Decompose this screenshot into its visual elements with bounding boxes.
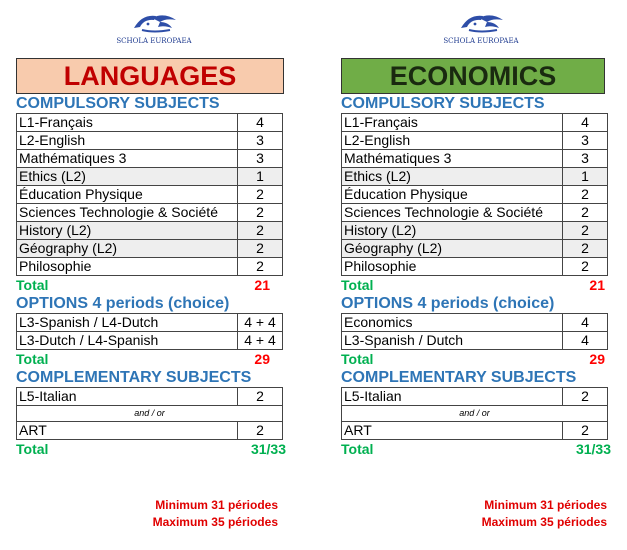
table-row: [342, 240, 608, 258]
subject-name: Philosophie: [17, 258, 238, 276]
periods: 2: [563, 204, 608, 222]
total-label: Total: [341, 277, 374, 293]
table-row: [17, 422, 283, 440]
table-row: [17, 332, 283, 350]
periods: 2: [563, 258, 608, 276]
total-label: Total: [16, 441, 49, 457]
table-row: [342, 332, 608, 350]
table-row: [17, 222, 283, 240]
table-row: [342, 132, 608, 150]
table-row: [342, 258, 608, 276]
table-row: [342, 422, 608, 440]
table-row: [17, 204, 283, 222]
subject-name: L3-Spanish / Dutch: [342, 332, 563, 350]
table-row: [17, 186, 283, 204]
compulsory-heading: COMPULSORY SUBJECTS: [16, 95, 220, 112]
total-row: [341, 350, 611, 368]
table-row: [342, 314, 608, 332]
total-value: 31/33: [575, 441, 611, 457]
periods: 2: [563, 422, 608, 440]
periods: 2: [238, 388, 283, 406]
subject-name: History (L2): [342, 222, 563, 240]
total-row: [341, 276, 611, 294]
table-row: [342, 406, 608, 422]
subject-name: L1-Français: [17, 114, 238, 132]
subject-name: Mathématiques 3: [17, 150, 238, 168]
total-row: [16, 440, 286, 458]
periods: 2: [238, 422, 283, 440]
total-row: [16, 276, 286, 294]
subject-name: Ethics (L2): [342, 168, 563, 186]
subject-name: ART: [342, 422, 563, 440]
compulsory-table: [16, 113, 283, 276]
table-row: [17, 132, 283, 150]
subject-name: L1-Français: [342, 114, 563, 132]
total-row: [16, 350, 286, 368]
minimum-periods: Minimum 31 périodes: [484, 498, 607, 512]
logo-text: SCHOLA EUROPAEA: [116, 37, 192, 45]
table-row: [342, 114, 608, 132]
options-table: [341, 313, 608, 350]
table-row: [17, 150, 283, 168]
periods: 3: [238, 132, 283, 150]
table-row: [17, 168, 283, 186]
options-heading: OPTIONS 4 periods (choice): [341, 295, 555, 312]
subject-name: L2-English: [342, 132, 563, 150]
subject-name: ART: [17, 422, 238, 440]
total-value: 29: [589, 351, 605, 367]
periods: 4: [563, 114, 608, 132]
periods: 2: [563, 186, 608, 204]
stream-title: LANGUAGES: [16, 58, 284, 94]
and-or-note: and / or: [342, 406, 608, 422]
subject-name: Géography (L2): [342, 240, 563, 258]
table-row: [342, 150, 608, 168]
table-row: [17, 388, 283, 406]
periods: 2: [563, 240, 608, 258]
subject-name: L5-Italian: [17, 388, 238, 406]
stream-title: ECONOMICS: [341, 58, 605, 94]
table-row: [342, 388, 608, 406]
period-limits: [16, 497, 278, 531]
periods: 2: [238, 222, 283, 240]
logo-text: SCHOLA EUROPAEA: [443, 37, 519, 45]
periods: 3: [238, 150, 283, 168]
subject-name: Ethics (L2): [17, 168, 238, 186]
periods: 4: [563, 314, 608, 332]
subject-name: Philosophie: [342, 258, 563, 276]
subject-name: L5-Italian: [342, 388, 563, 406]
total-value: 21: [589, 277, 605, 293]
total-label: Total: [341, 351, 374, 367]
subject-name: Sciences Technologie & Société: [342, 204, 563, 222]
periods: 2: [563, 388, 608, 406]
periods: 1: [563, 168, 608, 186]
total-value: 29: [254, 351, 270, 367]
subject-name: History (L2): [17, 222, 238, 240]
table-row: [342, 186, 608, 204]
complementary-table: [16, 387, 283, 440]
periods: 4 + 4: [238, 314, 283, 332]
options-heading: OPTIONS 4 periods (choice): [16, 295, 230, 312]
maximum-periods: Maximum 35 périodes: [481, 515, 607, 529]
table-row: [17, 240, 283, 258]
compulsory-table: [341, 113, 608, 276]
period-limits: [345, 497, 607, 531]
subject-name: Éducation Physique: [17, 186, 238, 204]
periods: 3: [563, 150, 608, 168]
logo: [341, 0, 611, 58]
total-value: 21: [254, 277, 270, 293]
schola-europaea-logo-icon: [431, 10, 531, 50]
periods: 2: [238, 258, 283, 276]
periods: 4 + 4: [238, 332, 283, 350]
table-row: [342, 204, 608, 222]
complementary-heading: COMPLEMENTARY SUBJECTS: [341, 369, 577, 386]
periods: 2: [563, 222, 608, 240]
total-label: Total: [341, 441, 374, 457]
logo: [16, 0, 286, 58]
periods: 1: [238, 168, 283, 186]
schola-europaea-logo-icon: [104, 10, 204, 50]
economics-column: [341, 0, 611, 458]
total-row: [341, 440, 611, 458]
table-row: [17, 314, 283, 332]
complementary-table: [341, 387, 608, 440]
periods: 4: [563, 332, 608, 350]
compulsory-heading: COMPULSORY SUBJECTS: [341, 95, 545, 112]
minimum-periods: Minimum 31 périodes: [155, 498, 278, 512]
subject-name: Géography (L2): [17, 240, 238, 258]
table-row: [342, 168, 608, 186]
and-or-note: and / or: [17, 406, 283, 422]
subject-name: Éducation Physique: [342, 186, 563, 204]
total-label: Total: [16, 351, 49, 367]
subject-name: L3-Spanish / L4-Dutch: [17, 314, 238, 332]
table-row: [17, 258, 283, 276]
periods: 3: [563, 132, 608, 150]
table-row: [342, 222, 608, 240]
table-row: [17, 114, 283, 132]
subject-name: Economics: [342, 314, 563, 332]
total-label: Total: [16, 277, 49, 293]
periods: 4: [238, 114, 283, 132]
options-table: [16, 313, 283, 350]
complementary-heading: COMPLEMENTARY SUBJECTS: [16, 369, 252, 386]
periods: 2: [238, 204, 283, 222]
maximum-periods: Maximum 35 périodes: [152, 515, 278, 529]
subject-name: Mathématiques 3: [342, 150, 563, 168]
languages-column: [16, 0, 286, 458]
subject-name: L2-English: [17, 132, 238, 150]
subject-name: Sciences Technologie & Société: [17, 204, 238, 222]
periods: 2: [238, 240, 283, 258]
periods: 2: [238, 186, 283, 204]
total-value: 31/33: [250, 441, 286, 457]
subject-name: L3-Dutch / L4-Spanish: [17, 332, 238, 350]
table-row: [17, 406, 283, 422]
